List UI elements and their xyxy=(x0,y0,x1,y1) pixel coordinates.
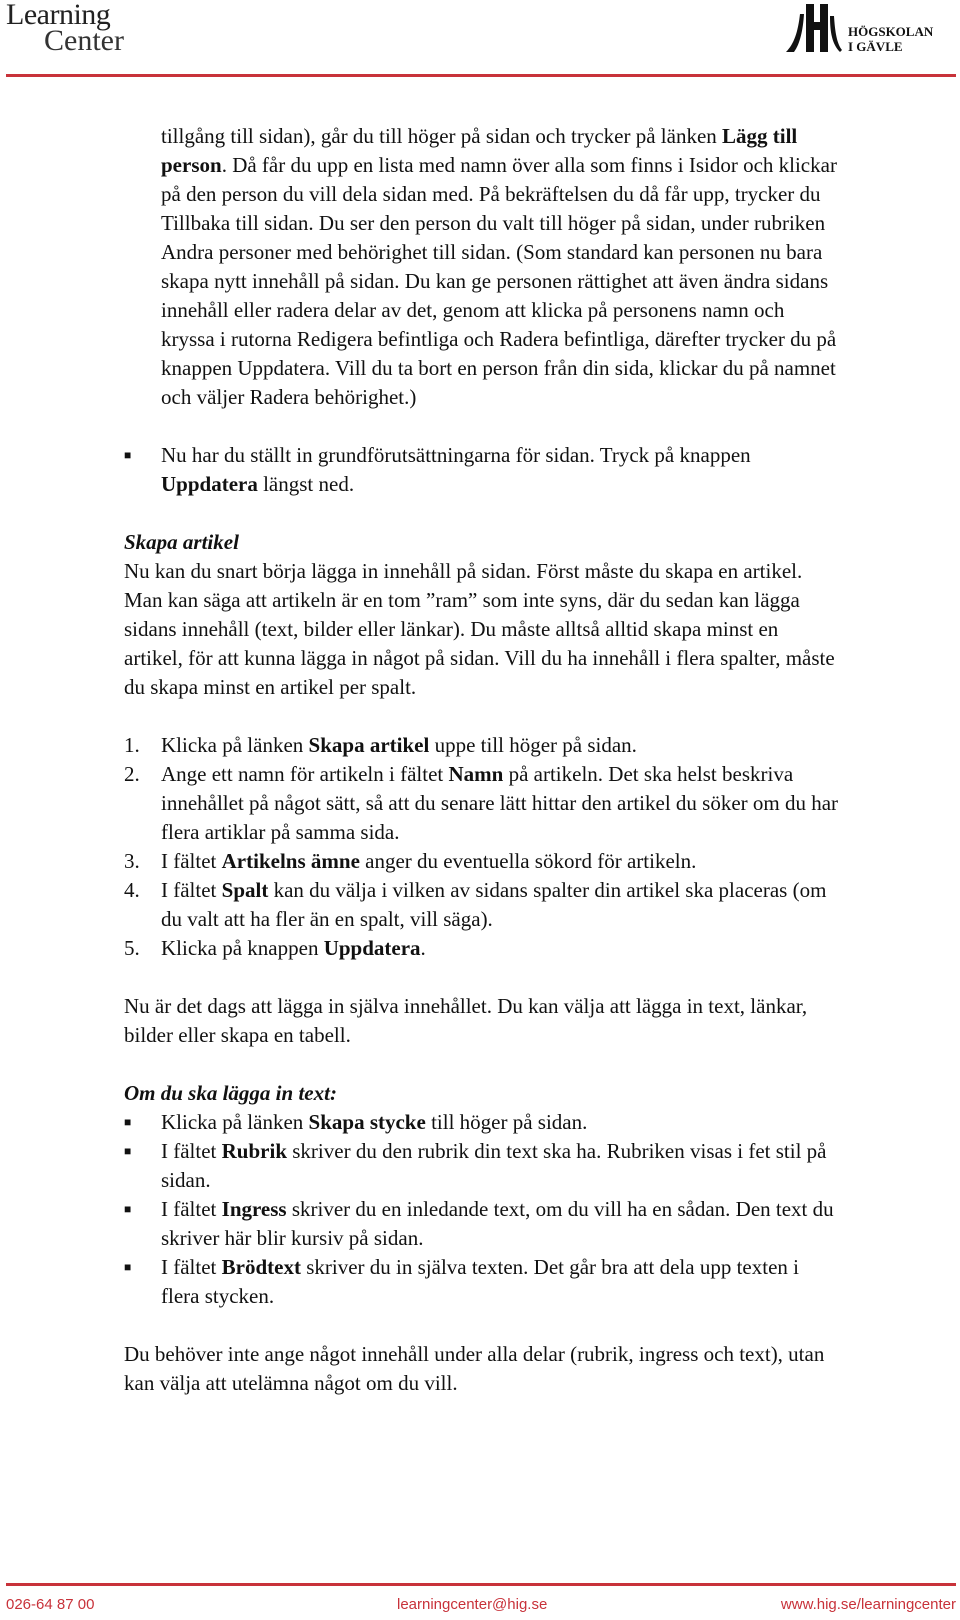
bullet-square-icon: ■ xyxy=(124,1260,132,1274)
bullet-bold: Ingress xyxy=(221,1197,287,1221)
list-item xyxy=(0,847,960,876)
footer-website: www.hig.se/learningcenter xyxy=(780,1596,956,1613)
hogskolan-i-gavle-logo xyxy=(784,2,944,56)
bullet-text-b: skriver du in själva texten. Det går bra att dela upp texten i flera stycken. xyxy=(161,1255,799,1308)
step-number: 5. xyxy=(124,936,140,960)
step-text-b: på artikeln. Det ska helst beskriva innehållet på något sätt, så att du senare lätt hittar den artikel du söker om du har flera artiklar på samma sida. xyxy=(161,762,839,844)
bullet-list-top xyxy=(0,441,960,499)
bullet-bold: Skapa stycke xyxy=(308,1110,426,1134)
bullet-bold: Uppdatera xyxy=(161,472,258,496)
step-text-b: . xyxy=(420,936,426,960)
step-bold: Skapa artikel xyxy=(308,733,430,757)
intro-bold-link-name: Lägg till person xyxy=(161,124,798,177)
step-text-a: I fältet xyxy=(161,878,222,902)
bullet-text-a: Klicka på länken xyxy=(161,1110,309,1134)
hig-emblem-icon xyxy=(784,2,842,54)
bullet-text-b: längst ned. xyxy=(257,472,355,496)
bullet-text-b: skriver du den rubrik din text ska ha. Rubriken visas i fet stil på sidan. xyxy=(161,1139,827,1192)
step-text-b: kan du välja i vilken av sidans spalter din artikel ska placeras (om du valt att ha fler än en spalt, vill säga). xyxy=(161,878,827,931)
bullet-text-a: Nu har du ställt in grundförutsättningarna för sidan. Tryck på knappen xyxy=(161,443,751,467)
bullet-square-icon: ■ xyxy=(124,1144,132,1158)
bullet-square-icon: ■ xyxy=(124,1115,132,1129)
list-item xyxy=(0,1108,960,1137)
step-text-a: Ange ett namn för artikeln i fältet xyxy=(161,762,449,786)
step-text-a: Klicka på knappen xyxy=(161,936,324,960)
page-header xyxy=(0,0,960,80)
article-paragraph: Nu kan du snart börja lägga in innehåll på sidan. Först måste du skapa en artikel. Man kan säga att artikeln är en tom ”ram” som inte syns, där du sedan kan lägga sidans innehåll (text, bilder eller länkar). Du måste alltså alltid skapa minst en artikel, för att kunna lägga in något på sidan. Vill du ha innehåll i flera spalter, måste du skapa minst en artikel per spalt. xyxy=(124,559,835,699)
step-text-a: I fältet xyxy=(161,849,222,873)
bullet-text-a: I fältet xyxy=(161,1197,222,1221)
institution-line-1: HÖGSKOLAN xyxy=(848,24,934,39)
step-number: 1. xyxy=(124,733,140,757)
learning-center-logo xyxy=(6,0,124,56)
list-item xyxy=(0,441,960,499)
list-item xyxy=(0,1137,960,1195)
step-text-a: Klicka på länken xyxy=(161,733,309,757)
bullet-text-a: I fältet xyxy=(161,1255,222,1279)
intro-text-b: . Då får du upp en lista med namn över alla som finns i Isidor och klickar på den person du vill dela sidan med. På bekräftelsen du då får upp, trycker du Tillbaka till sidan. Du ser den person du valt till höger på sidan, under rubriken Andra personer med behörighet till sidan. (Som standard kan personen nu bara skapa nytt innehåll på sidan. Du kan ge personen rättighet att även ändra sidans innehåll eller radera delar av det, genom att klicka på personens namn och kryssa i rutorna Redigera befintliga och Radera befintliga, därefter trycker du på knappen Uppdatera. Vill du ta bort en person från din sida, klickar du på namnet och väljer Radera behörighet.) xyxy=(161,153,837,409)
step-bold: Artikelns ämne xyxy=(221,849,360,873)
step-number: 4. xyxy=(124,878,140,902)
bullet-text-a: I fältet xyxy=(161,1139,222,1163)
step-text-b: uppe till höger på sidan. xyxy=(429,733,637,757)
list-item xyxy=(0,876,960,934)
step-text-b: anger du eventuella sökord för artikeln. xyxy=(359,849,697,873)
logo-line-2: Center xyxy=(44,24,124,57)
header-divider xyxy=(6,74,956,77)
bullet-square-icon: ■ xyxy=(124,1202,132,1216)
bullet-list-text xyxy=(0,1108,960,1311)
page-footer xyxy=(0,1596,960,1616)
numbered-steps xyxy=(0,731,960,963)
step-number: 2. xyxy=(124,762,140,786)
bullet-square-icon: ■ xyxy=(124,448,132,462)
closing-paragraph: Du behöver inte ange något innehåll under alla delar (rubrik, ingress och text), utan kan välja att utelämna något om du vill. xyxy=(124,1342,825,1395)
step-bold: Spalt xyxy=(221,878,269,902)
list-item xyxy=(0,1195,960,1253)
content-intro-paragraph: Nu är det dags att lägga in själva innehållet. Du kan välja att lägga in text, länkar, bilder eller skapa en tabell. xyxy=(124,994,808,1047)
step-bold: Uppdatera xyxy=(323,936,421,960)
footer-divider xyxy=(6,1583,956,1586)
section-heading-om-du-ska-lagga-in-text: Om du ska lägga in text: xyxy=(124,1081,337,1105)
step-number: 3. xyxy=(124,849,140,873)
list-item xyxy=(0,760,960,847)
bullet-bold: Rubrik xyxy=(221,1139,287,1163)
bullet-text-b: till höger på sidan. xyxy=(425,1110,588,1134)
institution-name xyxy=(848,24,933,54)
footer-phone: 026-64 87 00 xyxy=(6,1596,95,1613)
institution-line-2: I GÄVLE xyxy=(848,39,903,54)
list-item xyxy=(0,1253,960,1311)
list-item xyxy=(0,731,960,760)
intro-text-a: tillgång till sidan), går du till höger på sidan och trycker på länken xyxy=(161,124,723,148)
bullet-text-b: skriver du en inledande text, om du vill ha en sådan. Den text du skriver här blir kursiv på sidan. xyxy=(161,1197,834,1250)
step-bold: Namn xyxy=(448,762,504,786)
document-body xyxy=(0,122,960,1398)
logo-line-1: Learning xyxy=(6,0,111,31)
section-heading-skapa-artikel: Skapa artikel xyxy=(124,530,239,554)
bullet-bold: Brödtext xyxy=(221,1255,301,1279)
footer-email: learningcenter@hig.se xyxy=(397,1596,548,1613)
list-item xyxy=(0,934,960,963)
intro-paragraph xyxy=(0,122,960,412)
